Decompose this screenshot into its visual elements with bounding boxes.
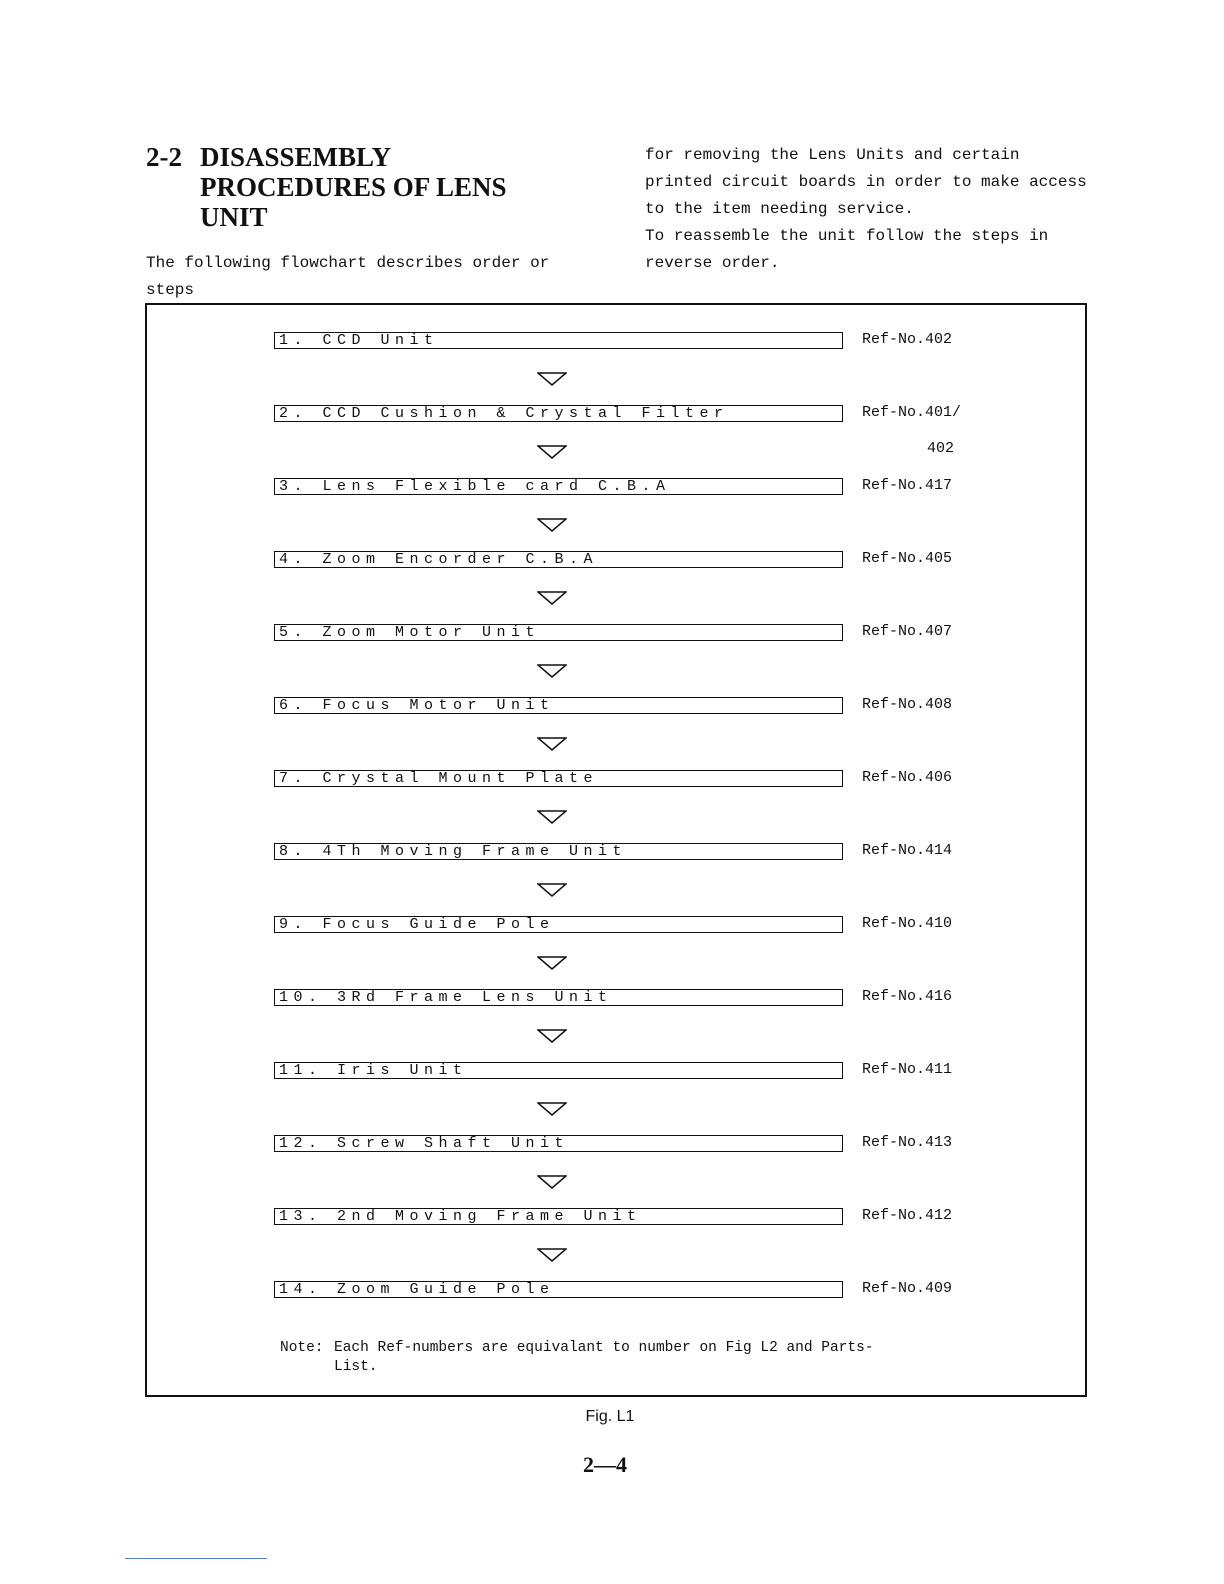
- flowchart-note: [280, 1339, 920, 1377]
- down-arrow-icon: [537, 591, 567, 605]
- down-arrow-icon: [537, 883, 567, 897]
- down-arrow-icon: [537, 445, 567, 459]
- ref-number: Ref-No.412: [862, 1207, 953, 1224]
- down-arrow-icon: [537, 1102, 567, 1116]
- ref-number: Ref-No.416: [862, 988, 953, 1005]
- down-arrow-icon: [537, 810, 567, 824]
- flowchart-step-box: 7. Crystal Mount Plate: [274, 770, 843, 787]
- note-label: Note:: [280, 1340, 324, 1356]
- ref-number: Ref-No.414: [862, 842, 953, 859]
- ref-number: Ref-No.406: [862, 769, 953, 786]
- flowchart-step-box: 11. Iris Unit: [274, 1062, 843, 1079]
- down-arrow-icon: [537, 372, 567, 386]
- flowchart-step-box: 3. Lens Flexible card C.B.A: [274, 478, 843, 495]
- down-arrow-icon: [537, 1248, 567, 1262]
- intro-paragraph-2: To reassemble the unit follow the steps in reverse order.: [645, 227, 1049, 272]
- flowchart-step-box: 8. 4Th Moving Frame Unit: [274, 843, 843, 860]
- down-arrow-icon: [537, 518, 567, 532]
- down-arrow-icon: [537, 664, 567, 678]
- intro-text-right: [645, 142, 1095, 277]
- bottom-rule: [125, 1558, 267, 1559]
- ref-number: Ref-No.411: [862, 1061, 953, 1078]
- ref-number: Ref-No.408: [862, 696, 953, 713]
- ref-number: Ref-No.402: [862, 331, 953, 348]
- ref-number: Ref-No.417: [862, 477, 953, 494]
- ref-number: Ref-No.407: [862, 623, 953, 640]
- section-heading: [146, 142, 566, 232]
- flowchart-step-box: 5. Zoom Motor Unit: [274, 624, 843, 641]
- ref-number: Ref-No.401/: [862, 404, 962, 421]
- ref-number-continued: 402: [927, 440, 955, 457]
- flowchart-step-box: 6. Focus Motor Unit: [274, 697, 843, 714]
- flowchart-step-box: 10. 3Rd Frame Lens Unit: [274, 989, 843, 1006]
- intro-paragraph-1: for removing the Lens Units and certain printed circuit boards in order to make access to the item needing service.: [645, 146, 1087, 218]
- down-arrow-icon: [537, 1175, 567, 1189]
- ref-number: Ref-No.413: [862, 1134, 953, 1151]
- section-title: DISASSEMBLY PROCEDURES OF LENS UNIT: [200, 142, 507, 232]
- section-number: 2-2: [146, 142, 182, 172]
- flowchart-step-box: 9. Focus Guide Pole: [274, 916, 843, 933]
- figure-caption: Fig. L1: [585, 1408, 635, 1425]
- ref-number: Ref-No.410: [862, 915, 953, 932]
- flowchart-step-box: 12. Screw Shaft Unit: [274, 1135, 843, 1152]
- intro-text-left: The following flowchart describes order or steps: [146, 254, 550, 299]
- down-arrow-icon: [537, 737, 567, 751]
- flowchart-step-box: 14. Zoom Guide Pole: [274, 1281, 843, 1298]
- ref-number: Ref-No.405: [862, 550, 953, 567]
- flowchart-step-box: 1. CCD Unit: [274, 332, 843, 349]
- down-arrow-icon: [537, 1029, 567, 1043]
- flowchart-step-box: 2. CCD Cushion & Crystal Filter: [274, 405, 843, 422]
- flowchart-step-box: 13. 2nd Moving Frame Unit: [274, 1208, 843, 1225]
- down-arrow-icon: [537, 956, 567, 970]
- page-number: 2—4: [583, 1452, 627, 1477]
- flowchart-step-box: 4. Zoom Encorder C.B.A: [274, 551, 843, 568]
- ref-number: Ref-No.409: [862, 1280, 953, 1297]
- note-text: Each Ref-numbers are equivalant to number on Fig L2 and Parts-List.: [334, 1340, 874, 1375]
- flowchart-frame: [145, 303, 1087, 1397]
